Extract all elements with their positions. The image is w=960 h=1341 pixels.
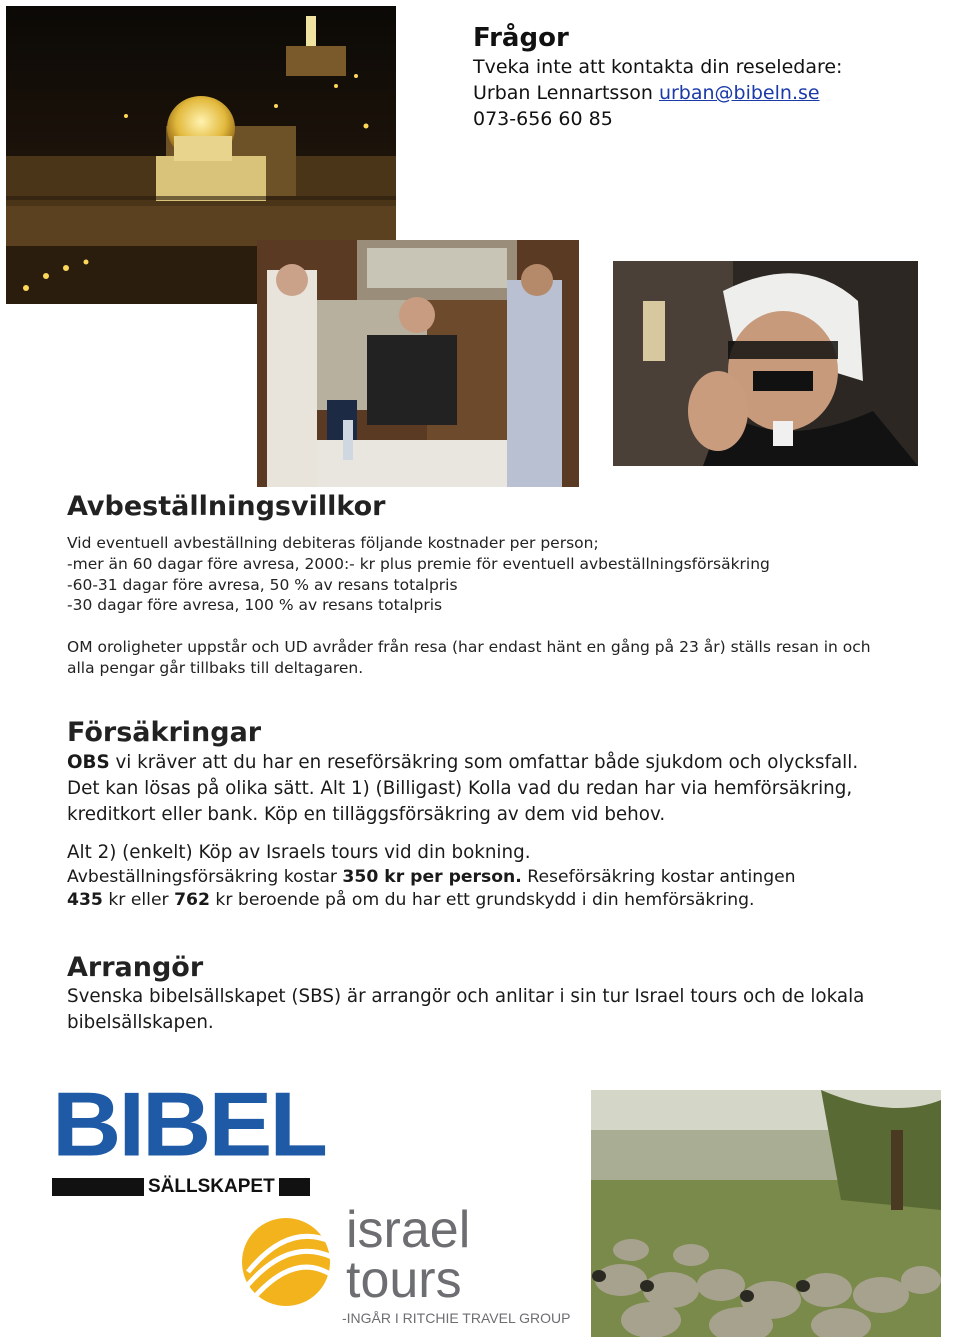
contact-name: Urban Lennartsson — [473, 82, 659, 104]
organizer-line: Svenska bibelsällskapet (SBS) är arrangör och anlitar i sin tur Israel tours och de lokala — [67, 986, 865, 1007]
bibel-wordmark: BIBEL — [52, 1073, 325, 1176]
contact-line — [473, 80, 933, 106]
questions-heading: Frågor — [473, 23, 569, 53]
cancellation-line: -30 dagar före avresa, 100 % av resans totalpris — [67, 596, 443, 615]
insurance-line: OBS vi kräver att du har en reseförsäkring som omfattar både sjukdom och olycksfall. — [67, 752, 859, 773]
contact-phone: 073-656 60 85 — [473, 108, 613, 130]
contact-intro: Tveka inte att kontakta din reseledare: — [473, 56, 843, 78]
cancellation-line: -mer än 60 dagar före avresa, 2000:- kr plus premie för eventuell avbeställningsförsäkring — [67, 554, 770, 573]
sheep-landscape-photo — [591, 1090, 941, 1337]
insurance-text — [67, 750, 947, 828]
cancellation-insurance-price: Avbeställningsförsäkring kostar 350 kr per person. Reseförsäkring kostar antingen — [67, 867, 796, 887]
contact-email-link[interactable]: urban@bibeln.se — [658, 82, 820, 104]
sun-icon — [238, 1212, 334, 1312]
organizer-heading: Arrangör — [67, 952, 204, 983]
organizer-text — [67, 984, 947, 1036]
israel-tours-logo — [238, 1201, 578, 1330]
questions-section — [473, 22, 933, 132]
unrest-notice — [67, 637, 947, 679]
travel-group-text: -INGÅR I RITCHIE TRAVEL GROUP — [342, 1310, 571, 1326]
organizer-line: bibelsällskapen. — [67, 1012, 214, 1033]
insurance-line: Det kan lösas på olika sätt. Alt 1) (Billigast) Kolla vad du redan har via hemförsäkring, — [67, 778, 853, 799]
tours-word: tours — [346, 1251, 462, 1309]
obs-label: OBS — [67, 752, 110, 773]
man-phone-photo — [613, 261, 918, 466]
cancellation-line: Vid eventuell avbeställning debiteras följande kostnader per person; — [67, 534, 599, 552]
group-meeting-photo — [257, 240, 579, 487]
insurance-line: kreditkort eller bank. Köp en tilläggsförsäkring av dem vid behov. — [67, 804, 666, 825]
unrest-line: OM oroligheter uppstår och UD avråder från resa (har endast hänt en gång på 23 år) ställs resan in och — [67, 638, 871, 656]
insurance-heading: Försäkringar — [67, 717, 262, 748]
cancellation-heading: Avbeställningsvillkor — [67, 491, 386, 522]
travel-insurance-price: 435 kr eller 762 kr beroende på om du har ett grundskydd i din hemförsäkring. — [67, 890, 755, 910]
unrest-line: alla pengar går tillbaks till deltagaren. — [67, 658, 364, 677]
cancellation-terms — [67, 533, 947, 616]
israel-word: israel — [346, 1201, 471, 1259]
alt2-line: Alt 2) (enkelt) Köp av Israels tours vid din bokning. — [67, 842, 531, 863]
bibel-subtitle: SÄLLSKAPET — [144, 1176, 279, 1198]
bibelsallskapet-logo — [52, 1073, 325, 1197]
cancellation-line: -60-31 dagar före avresa, 50 % av resans totalpris — [67, 575, 458, 594]
insurance-alt2 — [67, 840, 947, 912]
